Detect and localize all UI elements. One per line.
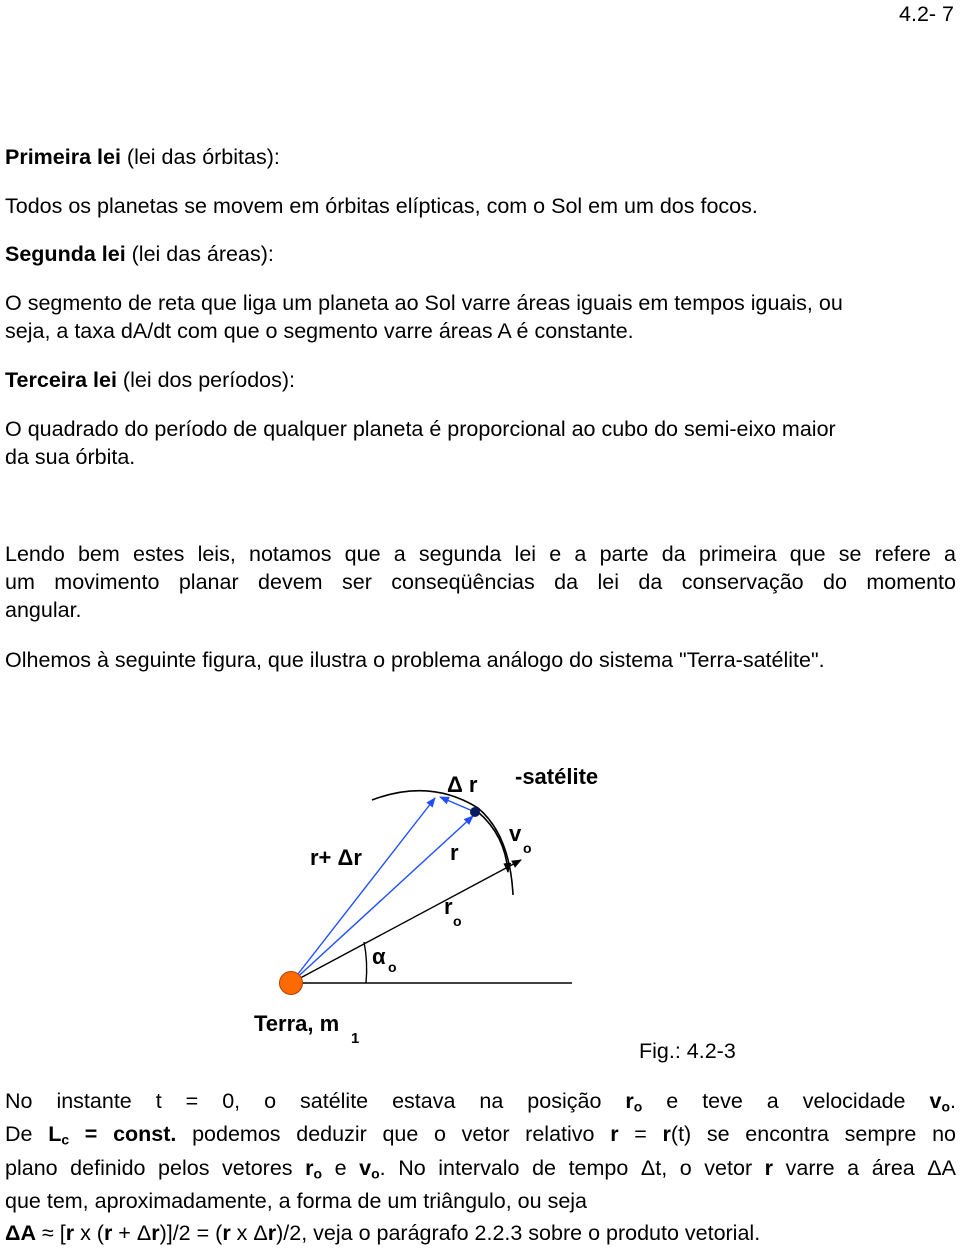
text-run: . No intervalo de tempo Δt, o vetor bbox=[379, 1155, 765, 1180]
satellite-dot bbox=[470, 807, 480, 817]
text-run: x Δ bbox=[230, 1221, 268, 1245]
paragraph-reading-line-1: Lendo bem estes leis, notamos que a segunda lei e a parte da primeira que se refere a bbox=[5, 542, 956, 566]
subscript: c bbox=[61, 1131, 70, 1148]
label-v: v bbox=[509, 821, 522, 846]
third-law-title: Terceira lei bbox=[5, 368, 117, 392]
area-formula bbox=[5, 1219, 956, 1247]
orbit-arc bbox=[372, 791, 513, 895]
text-run: e bbox=[322, 1155, 360, 1180]
label-r: r bbox=[450, 840, 459, 865]
vector-r-plus-delta-r bbox=[291, 798, 435, 983]
vector-r-symbol: r bbox=[65, 1221, 75, 1245]
text-run: )/2, veja o parágrafo 2.2.3 sobre o produto vetorial. bbox=[276, 1221, 761, 1245]
vector-v0-symbol: v bbox=[929, 1089, 942, 1113]
paragraph-instant-line-4: que tem, aproximadamente, a forma de um triângulo, ou seja bbox=[5, 1189, 588, 1214]
paragraph-instant-line-3 bbox=[5, 1154, 956, 1187]
angular-momentum-symbol: L bbox=[48, 1122, 62, 1147]
third-law-line-2: da sua órbita. bbox=[5, 445, 136, 469]
vector-r-symbol: r bbox=[662, 1122, 671, 1147]
text-run: (t) se encontra sempre no bbox=[670, 1122, 956, 1147]
first-law-text: Todos os planetas se movem em órbitas elípticas, com o Sol em um dos focos. bbox=[5, 194, 758, 218]
label-r0: r bbox=[444, 894, 453, 919]
label-earth-sub: 1 bbox=[351, 1030, 360, 1047]
subscript: o bbox=[371, 1165, 380, 1182]
text-run: )]/2 = ( bbox=[159, 1221, 223, 1245]
vector-r-symbol: r bbox=[610, 1122, 619, 1147]
label-r-plus-delta-r: r+ Δr bbox=[310, 845, 362, 870]
text-run: De bbox=[5, 1122, 49, 1147]
vector-v0-symbol: v bbox=[359, 1155, 372, 1180]
vector-r-symbol: r bbox=[151, 1221, 160, 1245]
delta-a-symbol: ΔA bbox=[5, 1221, 36, 1245]
paragraph-instant bbox=[5, 1087, 956, 1215]
text-run: podemos deduzir que o vetor relativo bbox=[176, 1122, 611, 1147]
text-run: x ( bbox=[74, 1221, 104, 1245]
approx-symbol: ≈ bbox=[35, 1221, 60, 1245]
paragraph-figure-intro: Olhemos à seguinte figura, que ilustra o problema análogo do sistema "Terra-satélite". bbox=[5, 648, 825, 672]
text-run: plano definido pelos vetores bbox=[5, 1155, 306, 1180]
vector-r-symbol: r bbox=[764, 1155, 774, 1180]
second-law-line-1: O segmento de reta que liga um planeta ao Sol varre áreas iguais em tempos iguais, ou bbox=[5, 291, 843, 315]
subscript: o bbox=[633, 1098, 643, 1115]
text-run: = bbox=[618, 1122, 663, 1147]
vector-r-symbol: r bbox=[267, 1221, 277, 1245]
vector-delta-r bbox=[440, 797, 475, 812]
text-run: + Δ bbox=[112, 1221, 152, 1245]
vector-r0-symbol: r bbox=[625, 1089, 634, 1113]
label-alpha-sub: o bbox=[388, 959, 397, 975]
text-run: . bbox=[950, 1089, 956, 1113]
vector-r-symbol: r bbox=[222, 1221, 231, 1245]
third-law-subtitle: (lei dos períodos): bbox=[116, 368, 296, 392]
second-law-subtitle: (lei das áreas): bbox=[125, 242, 274, 266]
second-law-line-2: seja, a taxa dA/dt com que o segmento varre áreas A é constante. bbox=[5, 319, 634, 343]
text-run: e teve a velocidade bbox=[642, 1089, 930, 1113]
angle-arc bbox=[364, 942, 367, 983]
vector-r0 bbox=[291, 860, 521, 983]
label-earth: Terra, m bbox=[254, 1011, 340, 1036]
subscript: o bbox=[941, 1098, 951, 1115]
paragraph-reading-line-3: angular. bbox=[5, 598, 82, 622]
label-satellite: -satélite bbox=[515, 764, 599, 789]
paragraph-reading-line-2: um movimento planar devem ser conseqüências da lei da conservação do momento bbox=[5, 570, 956, 594]
label-v-sub: o bbox=[523, 840, 532, 856]
paragraph-instant-line-1 bbox=[5, 1087, 956, 1120]
text-run: varre a área ΔA bbox=[773, 1155, 957, 1180]
text-run: [ bbox=[59, 1221, 66, 1245]
figure-caption: Fig.: 4.2-3 bbox=[639, 1039, 736, 1063]
first-law-title: Primeira lei bbox=[5, 145, 121, 169]
const-text: = const. bbox=[69, 1122, 177, 1147]
earth-dot bbox=[280, 972, 303, 995]
third-law-line-1: O quadrado do período de qualquer planeta é proporcional ao cubo do semi-eixo maior bbox=[5, 417, 836, 441]
label-alpha: α bbox=[372, 944, 386, 969]
label-r0-sub: o bbox=[453, 913, 462, 929]
page-number: 4.2- 7 bbox=[899, 2, 954, 26]
vector-r0-symbol: r bbox=[305, 1155, 314, 1180]
vector-r-symbol: r bbox=[103, 1221, 113, 1245]
velocity-vector bbox=[478, 812, 508, 872]
subscript: o bbox=[313, 1165, 323, 1182]
paragraph-instant-line-2 bbox=[5, 1120, 956, 1153]
second-law-title: Segunda lei bbox=[5, 242, 126, 266]
text-run: No instante t = 0, o satélite estava na posição bbox=[5, 1089, 626, 1113]
label-delta-r: Δ r bbox=[447, 772, 478, 797]
first-law-subtitle: (lei das órbitas): bbox=[120, 145, 280, 169]
